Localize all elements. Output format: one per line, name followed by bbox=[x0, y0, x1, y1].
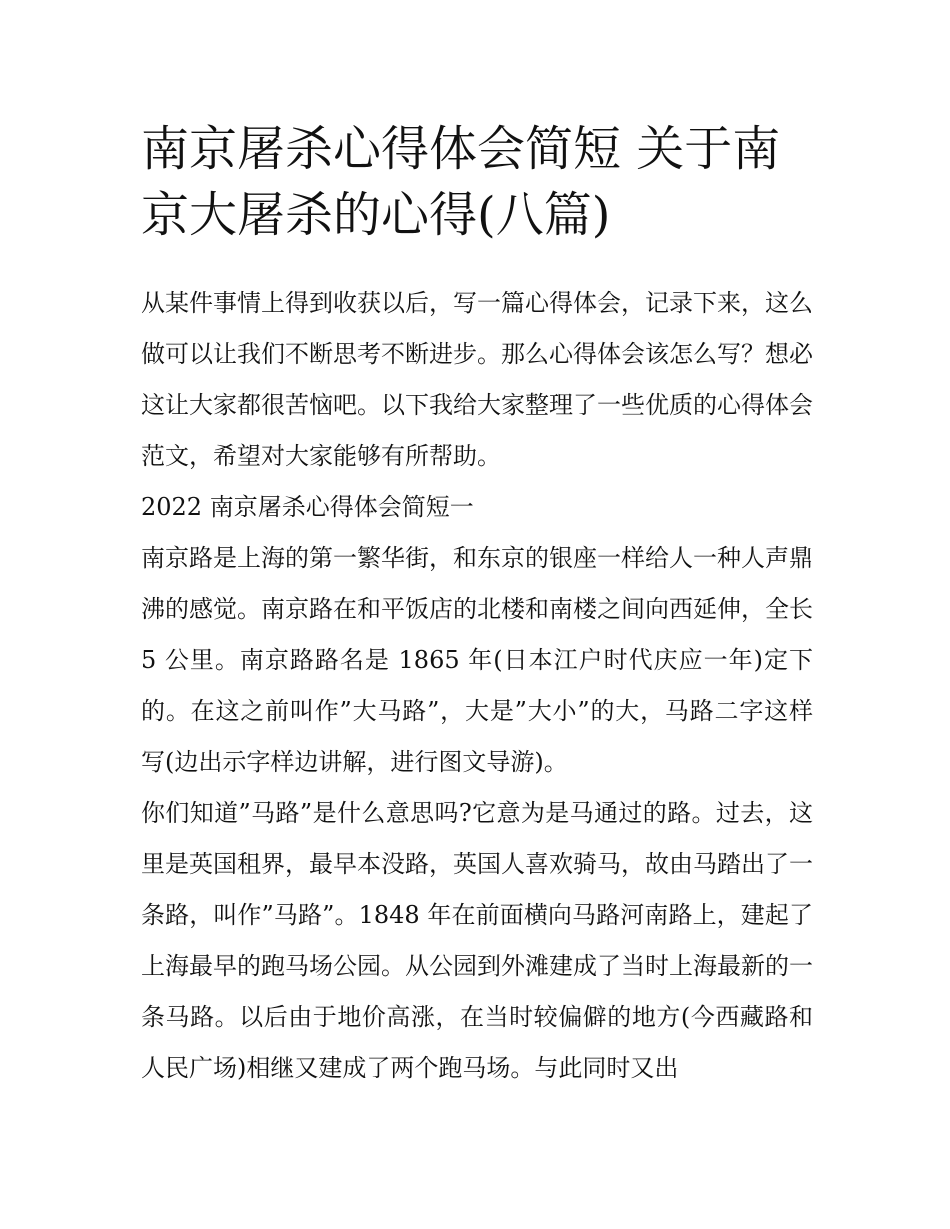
document-body bbox=[141, 116, 813, 1094]
intro-paragraph: 从某件事情上得到收获以后，写一篇心得体会，记录下来，这么做可以让我们不断思考不断进步。那么心得体会该怎么写？想必这让大家都很苦恼吧。以下我给大家整理了一些优质的心得体会范文，希望对大家能够有所帮助。 bbox=[141, 289, 813, 470]
section-heading: 2022 南京屠杀心得体会简短一 bbox=[141, 493, 474, 521]
body-paragraph-1: 南京路是上海的第一繁华街，和东京的银座一样给人一种人声鼎沸的感觉。南京路在和平饭店的北楼和南楼之间向西延伸，全长 5 公里。南京路路名是 1865 年(日本江户时代庆应一年)定下的。在这之前叫作”大马路”，大是”大小”的大，马路二字这样写(边出示字样边讲解，进行图文导游)。 bbox=[141, 544, 813, 776]
document-title: 南京屠杀心得体会简短 关于南京大屠杀的心得(八篇) bbox=[141, 121, 781, 243]
body-paragraph-2: 你们知道”马路”是什么意思吗?它意为是马通过的路。过去，这里是英国租界，最早本没路，英国人喜欢骑马，故由马踏出了一条路，叫作”马路”。1848 年在前面横向马路河南路上，建起了上海最早的跑马场公园。从公园到外滩建成了当时上海最新的一条马路。以后由于地价高涨，在当时较偏僻的地方(今西藏路和人民广场)相继又建成了两个跑马场。与此同时又出 bbox=[141, 799, 813, 1082]
